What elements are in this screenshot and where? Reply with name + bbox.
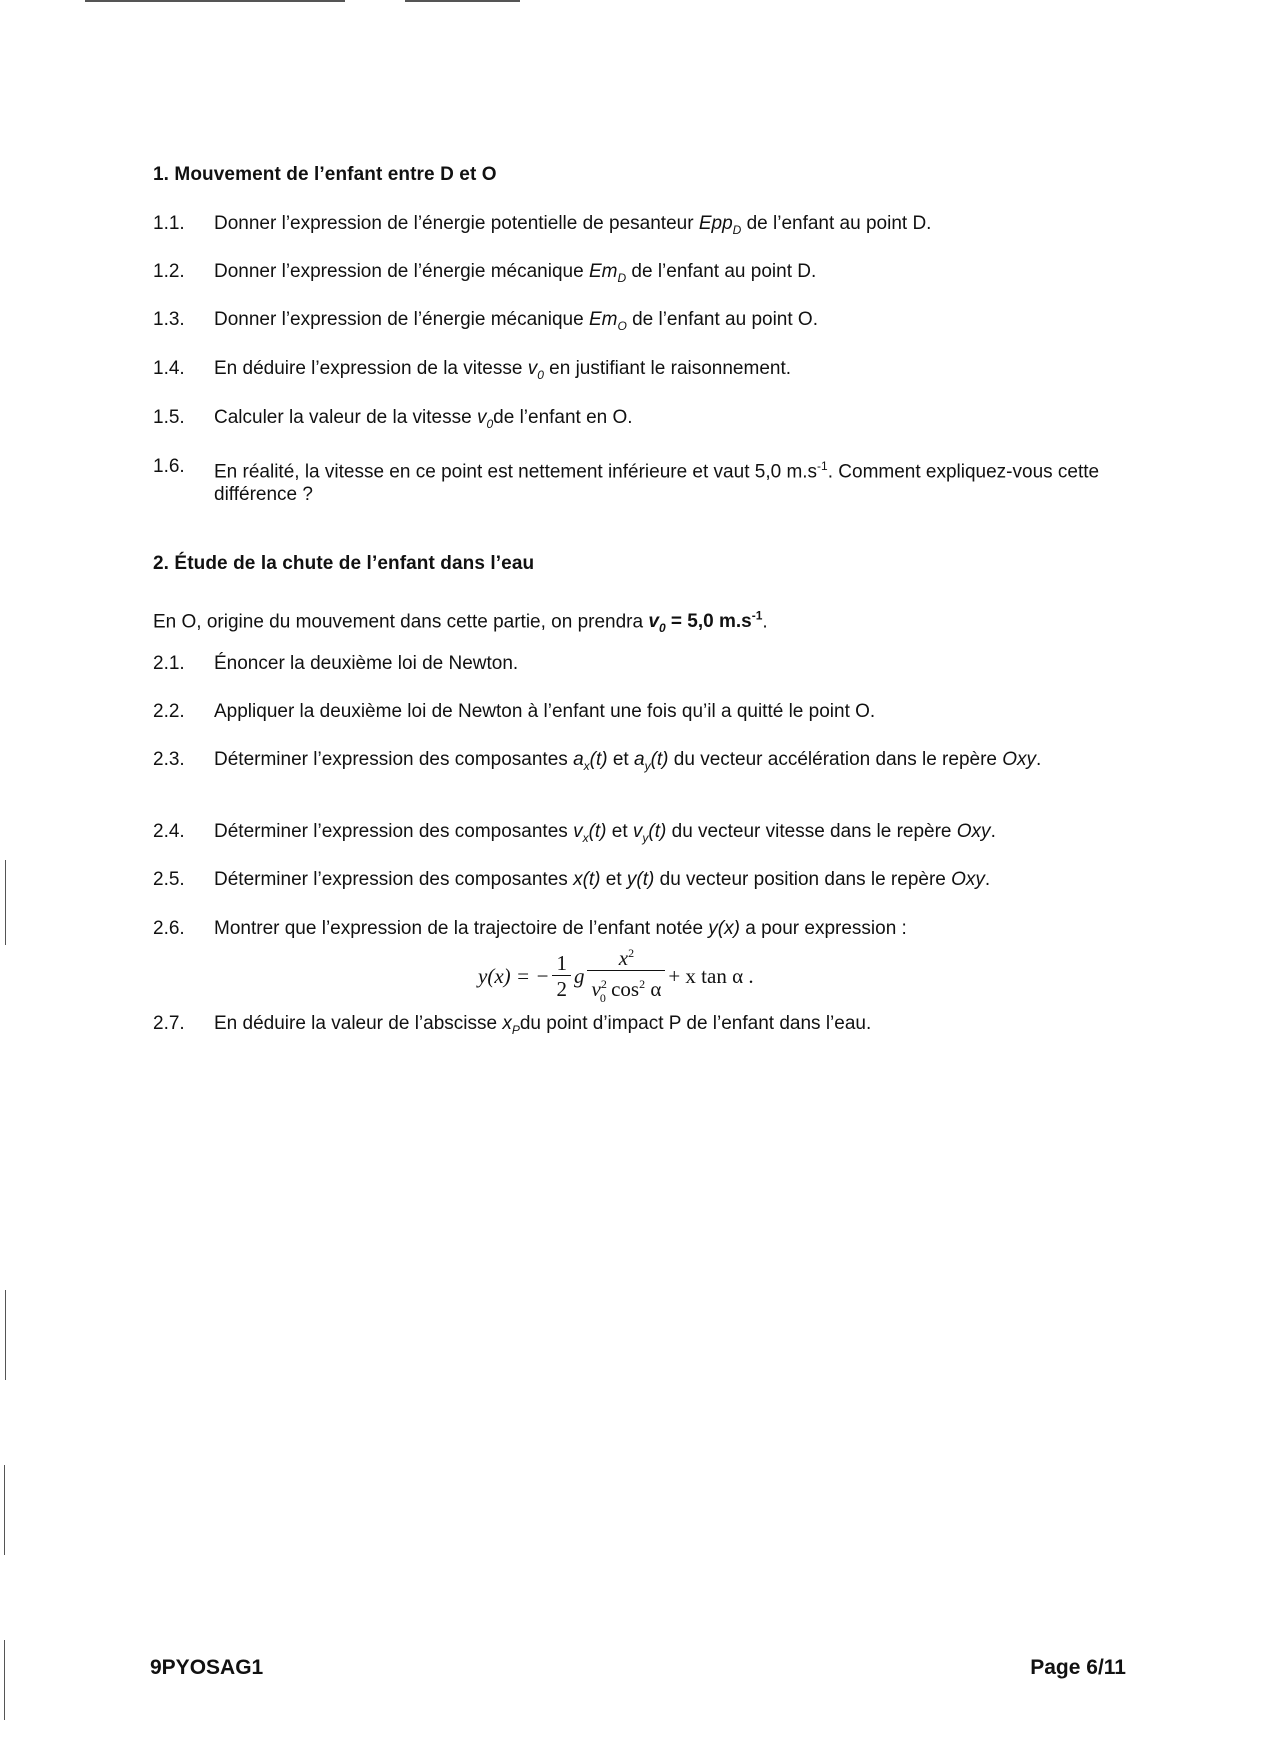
subscript: 0 xyxy=(658,621,666,636)
text-part: Donner l’expression de l’énergie mécanique xyxy=(214,309,589,330)
cos-symbol: cos xyxy=(605,977,640,1002)
superscript: 2 xyxy=(628,946,635,961)
variable: (t) xyxy=(589,749,608,770)
question-text xyxy=(214,357,1281,387)
question-text: Appliquer la deuxième loi de Newton à l’enfant une fois qu’il a quitté le point O. xyxy=(214,701,876,722)
text-part: Déterminer l’expression des composantes xyxy=(214,821,574,842)
superscript: -1 xyxy=(751,609,763,623)
text-part: En O, origine du mouvement dans cette partie, on prendra xyxy=(153,611,649,633)
scan-line-left-3 xyxy=(4,1465,5,1555)
variable: v xyxy=(527,358,538,379)
formula-lhs: y(x) = − xyxy=(478,963,550,988)
document-code: 9PYOSAG1 xyxy=(150,1656,264,1679)
text-part: Déterminer l’expression des composantes xyxy=(214,869,574,890)
section-2-title: 2. Étude de la chute de l’enfant dans l’eau xyxy=(153,553,535,574)
variable: y(x) xyxy=(708,918,740,939)
variable: v xyxy=(476,407,487,428)
variable: Oxy xyxy=(1002,749,1037,770)
text-part: et xyxy=(600,869,627,890)
text-part: de l’enfant au point D. xyxy=(741,213,932,234)
subscript: O xyxy=(617,318,627,333)
value: = 5,0 m.s xyxy=(665,611,752,633)
text-part: du point d’impact P de l’enfant dans l’eau. xyxy=(519,1013,872,1034)
variable: Oxy xyxy=(951,869,985,890)
text-part: Calculer la valeur de la vitesse xyxy=(214,407,477,428)
text-part: du vecteur accélération dans le repère xyxy=(668,749,1003,770)
text-part: et xyxy=(606,821,633,842)
text-part: . Comment expliquez-vous cette différence ? xyxy=(214,461,1100,506)
question-number: 2.6. xyxy=(153,918,185,939)
subscript: 0 xyxy=(486,416,494,431)
question-number: 1.5. xyxy=(153,407,185,428)
subscript: y xyxy=(642,830,649,845)
variable: (t) xyxy=(648,821,667,842)
variable: v xyxy=(632,821,643,842)
scan-line-left-1 xyxy=(5,860,6,945)
trajectory-formula xyxy=(478,945,754,1007)
text-part: Donner l’expression de l’énergie mécanique xyxy=(214,261,589,282)
question-number: 2.2. xyxy=(153,701,185,722)
variable: v xyxy=(591,977,601,1002)
question-number: 2.7. xyxy=(153,1013,185,1034)
subscript: y xyxy=(644,758,651,773)
page-number: Page 6/11 xyxy=(1030,1656,1126,1679)
text-part: . xyxy=(990,821,996,842)
variable: x(t) xyxy=(573,869,601,890)
scan-line-left-4 xyxy=(4,1640,5,1720)
superscript: 2 xyxy=(600,977,607,992)
fraction-numerator xyxy=(615,941,638,970)
variable: Em xyxy=(588,261,618,282)
text-part: . xyxy=(1036,749,1042,770)
text-part: . xyxy=(762,611,768,633)
question-text xyxy=(214,406,1281,436)
question-text xyxy=(214,820,1281,850)
subscript: D xyxy=(732,222,742,237)
question-number: 1.1. xyxy=(153,213,185,234)
variable: v xyxy=(573,821,583,842)
text-part: et xyxy=(607,749,634,770)
text-part: En réalité, la vitesse en ce point est nettement inférieure et vaut 5,0 m.s xyxy=(214,461,818,483)
subscript: x xyxy=(582,830,589,845)
question-text xyxy=(214,212,1281,242)
question-text: Énoncer la deuxième loi de Newton. xyxy=(214,653,519,674)
question-text xyxy=(214,455,1139,506)
question-text xyxy=(214,260,1281,290)
variable: x xyxy=(618,946,629,971)
section-1-title: 1. Mouvement de l’enfant entre D et O xyxy=(153,164,497,185)
text-part: Donner l’expression de l’énergie potentielle de pesanteur xyxy=(214,213,699,234)
question-number: 1.3. xyxy=(153,309,185,330)
question-number: 1.6. xyxy=(153,456,185,477)
text-part: en justifiant le raisonnement. xyxy=(543,358,792,379)
fraction-denominator xyxy=(587,970,665,1010)
variable: Em xyxy=(588,309,618,330)
text-part: a pour expression : xyxy=(739,918,907,939)
variable: (t) xyxy=(650,749,669,770)
fraction-main xyxy=(587,941,665,1010)
alpha-symbol: α xyxy=(645,977,662,1002)
subscript: 0 xyxy=(599,990,606,1005)
fraction-numerator: 1 xyxy=(556,950,567,975)
scan-line-left-2 xyxy=(5,1290,6,1380)
variable: a xyxy=(633,749,645,770)
text-part: de l’enfant au point D. xyxy=(626,261,817,282)
formula-rhs: + x tan α . xyxy=(668,963,754,988)
question-number: 1.2. xyxy=(153,261,185,282)
question-number: 2.5. xyxy=(153,869,185,890)
question-text xyxy=(214,1012,1281,1042)
question-number: 2.4. xyxy=(153,821,185,842)
question-text xyxy=(214,748,1139,778)
fraction-half xyxy=(552,951,571,1002)
subscript: x xyxy=(583,758,590,773)
text-part: . xyxy=(984,869,991,890)
text-part: Déterminer l’expression des composantes xyxy=(214,749,574,770)
variable: y(t) xyxy=(626,869,655,890)
text-part: du vecteur position dans le repère xyxy=(654,869,952,890)
variable: Oxy xyxy=(956,821,991,842)
text-part: de l’enfant au point O. xyxy=(626,309,818,330)
variable: a xyxy=(573,749,584,770)
superscript: -1 xyxy=(817,459,828,473)
text-part: de l’enfant en O. xyxy=(493,407,633,428)
subscript: D xyxy=(617,270,627,285)
question-number: 2.3. xyxy=(153,749,185,770)
variable: Epp xyxy=(698,213,733,234)
text-part: En déduire l’expression de la vitesse xyxy=(214,358,528,379)
subscript: P xyxy=(511,1022,520,1037)
subscript: 0 xyxy=(537,367,544,382)
gravity-symbol: g xyxy=(573,963,585,988)
question-text xyxy=(214,868,1281,891)
variable: v xyxy=(648,611,659,633)
text-part: Montrer que l’expression de la trajectoire de l’enfant notée xyxy=(214,918,709,939)
question-text xyxy=(214,917,1281,940)
question-number: 2.1. xyxy=(153,653,185,674)
question-text xyxy=(214,308,1281,338)
question-number: 1.4. xyxy=(153,358,185,379)
text-part: En déduire la valeur de l’abscisse xyxy=(214,1013,503,1034)
fraction-denominator: 2 xyxy=(552,975,571,1002)
scan-line-top-2 xyxy=(405,0,520,2)
text-part: du vecteur vitesse dans le repère xyxy=(666,821,957,842)
section-2-intro xyxy=(153,605,768,640)
variable: (t) xyxy=(588,821,607,842)
variable: x xyxy=(502,1013,512,1034)
scan-line-top-1 xyxy=(85,0,345,2)
superscript: 2 xyxy=(639,977,646,992)
